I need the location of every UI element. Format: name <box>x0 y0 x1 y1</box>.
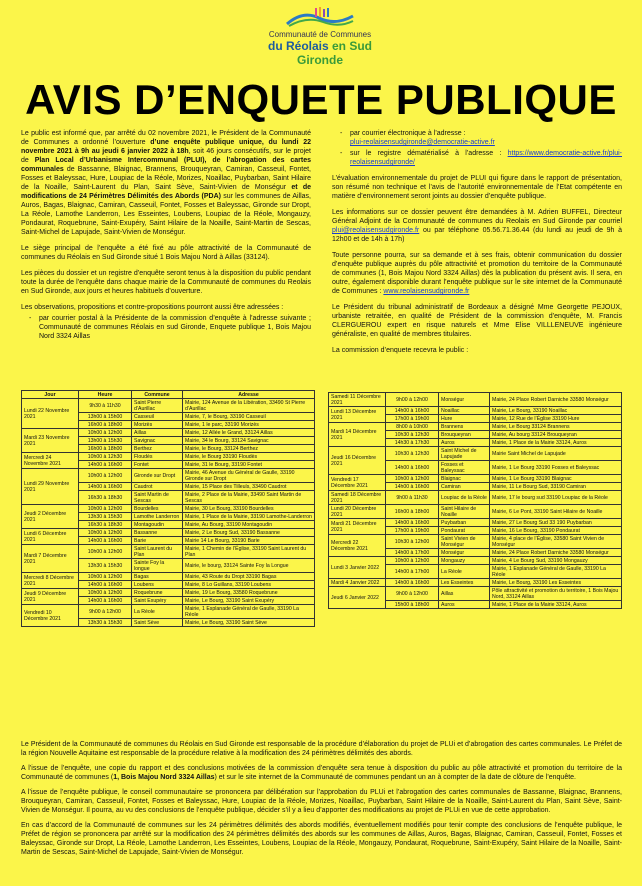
address-cell: Mairie, 1 Esplanade Général de Gaulle, 33190 La Réole <box>183 605 315 619</box>
address-cell: Mairie, 34 le Bourg, 33124 Savignac <box>183 437 315 445</box>
commune-cell: Hure <box>439 415 490 423</box>
time-cell: 14h00 à 16h00 <box>386 483 439 491</box>
commune-cell: Saint Hilaire de Noaille <box>439 505 490 519</box>
time-cell: 14h00 à 16h00 <box>386 407 439 415</box>
intro-a: Le public est informé que, par arrêté du 02 novembre 2021, le Président de la Communauté de Communes a ordonné l’ouverture <box>21 130 311 146</box>
time-cell: 14h00 à 16h00 <box>79 461 132 469</box>
commune-cell: Bagas <box>132 573 183 581</box>
postal-item: - par courrier postal à la Présidente de la commission d’enquête à l’adresse suivante ; Communauté de communes Réolais en sud Gironde, Enquete publique 1, Bois Majou Nord 3324 Aillas <box>39 314 311 341</box>
time-cell: 14h30 à 17h30 <box>386 439 439 447</box>
address-cell: Mairie, 11 Le Bourg Sud, 33190 Camiran <box>490 483 622 491</box>
day-cell: Vendredi 17 Décembre 2021 <box>329 475 386 491</box>
address-cell: Mairie, 1 le parc, 33190 Morizès <box>183 421 315 429</box>
table-row <box>329 407 622 415</box>
commune-cell: Saint Pierre d’Aurillac <box>132 399 183 413</box>
time-cell: 17h00 à 19h00 <box>386 415 439 423</box>
address-cell: Mairie, 12 Allée le Grand, 33124 Aillas <box>183 429 315 437</box>
address-cell: Mairie, 2 Le Bourg Sud, 33190 Bassanne <box>183 529 315 537</box>
page-title: AVIS D’ENQUETE PUBLIQUE <box>25 76 617 123</box>
address-cell: Mairie, 4 Le Bourg Sud, 33190 Mongauzy <box>490 557 622 565</box>
reception-paragraph: La commission d’enquete recevra le public : <box>332 347 469 354</box>
commune-cell: Blaignac <box>439 475 490 483</box>
commune-cell: Casseuil <box>132 413 183 421</box>
address-cell: Mairie, 8 Lo Guillans, 33190 Loubens <box>183 581 315 589</box>
time-cell: 16h00 à 18h00 <box>79 445 132 453</box>
schedule-body-right <box>329 393 622 609</box>
table-row <box>329 587 622 601</box>
info-b: ou par téléphone 05.56.71.36.44 (du lundi au jeudi de 9h à 12h00 et de 14h à 17h) <box>332 227 622 243</box>
bottom-section <box>21 740 622 863</box>
commune-cell: Auros <box>439 601 490 609</box>
time-cell: 14h00 à 17h00 <box>386 565 439 579</box>
time-cell: 14h00 à 16h00 <box>386 519 439 527</box>
website-link[interactable]: www.reolaisensudgironde.fr <box>383 288 470 295</box>
address-cell: Mairie, Le Bourg, 33190 Saint Exupéry <box>183 597 315 605</box>
commune-cell: Morizès <box>132 421 183 429</box>
address-cell: Mairie, 1 Place de la Mairie 33124, Auros <box>490 601 622 609</box>
report-address: 1, Bois Majou Nord 3324 Aillas <box>113 774 215 781</box>
time-cell: 14h00 à 16h00 <box>79 581 132 589</box>
address-cell: Mairie, le bourg, 33124 Sainte Foy la Longue <box>183 559 315 573</box>
table-row <box>329 505 622 519</box>
address-cell: Mairie, Au bourg 33124 Brouqueyran <box>490 431 622 439</box>
table-row <box>22 605 315 619</box>
commune-cell: Auros <box>439 439 490 447</box>
address-cell: Mairie, 1 Le Bourg 33190 Fosses et Baleyssac <box>490 461 622 475</box>
table-row <box>329 579 622 587</box>
time-cell: 10h00 à 12h00 <box>79 505 132 513</box>
commune-cell: Berthez <box>132 445 183 453</box>
contact-list <box>21 314 311 341</box>
address-cell: Mairie, 12 Rue de l’Église 33190 Hure <box>490 415 622 423</box>
table-row <box>22 529 315 537</box>
time-cell: 14h00 à 17h00 <box>386 549 439 557</box>
table-row <box>22 589 315 597</box>
table-row <box>22 545 315 559</box>
time-cell: 10h00 à 12h00 <box>386 557 439 565</box>
commune-cell: Roquebrune <box>132 589 183 597</box>
siege-paragraph: Le siège principal de l’enquête a été fixé au pôle attractivité de la Communauté de communes du Réolais en Sud Gironde situé 1 Bois Majou Nord à Aillas (33124). <box>21 245 311 261</box>
address-cell: Mairie, 30 Le Bourg, 33190 Bourdelles <box>183 505 315 513</box>
info-paragraph <box>332 208 622 244</box>
time-cell: 10h00 à 12h00 <box>79 589 132 597</box>
address-cell: Pôle attractivité et promotion du territoire, 1 Bois Majou Nord, 33124 Aillas <box>490 587 622 601</box>
day-cell: Lundi 20 Décembre 2021 <box>329 505 386 519</box>
commune-cell: Camiran <box>439 483 490 491</box>
time-cell: 15h00 à 18h00 <box>386 601 439 609</box>
commune-cell: Monségur <box>439 549 490 557</box>
time-cell: 13h00 à 15h30 <box>79 437 132 445</box>
table-row <box>329 393 622 407</box>
day-cell: Jeudi 16 Décembre 2021 <box>329 447 386 475</box>
time-cell: 14h00 à 16h00 <box>79 483 132 491</box>
commune-cell: Saint Laurent du Plan <box>132 545 183 559</box>
time-cell: 9h00 à 12h00 <box>79 605 132 619</box>
registry-item <box>350 149 622 167</box>
time-cell: 14h00 à 16h00 <box>386 579 439 587</box>
time-cell: 13h30 à 15h30 <box>79 513 132 521</box>
address-cell: Mairie, 124 Avenue de la Libération, 33490 St Pierre d’Aurillac <box>183 399 315 413</box>
address-cell: Mairie, 6 Le Pont, 33190 Saint Hilaire de Noaille <box>490 505 622 519</box>
commune-cell: Puybarban <box>439 519 490 527</box>
commune-cell: Aillas <box>132 429 183 437</box>
address-cell: Mairie, Au Bourg, 33190 Montagoudin <box>183 521 315 529</box>
logo-line1: Communauté de Communes <box>268 30 372 39</box>
time-cell: 13h00 à 15h00 <box>79 413 132 421</box>
right-column <box>332 129 622 362</box>
report-a: A l’issue de l’enquête, une copie du rapport et des conclusions motivées de la commission d’enquête sera tenue à disposition du public au pôle attractivité et promotion du territoire de la Communauté de communes ( <box>21 765 622 781</box>
left-column <box>21 129 311 343</box>
email-item <box>350 129 622 147</box>
time-cell: 9h00 à 11h30 <box>386 491 439 505</box>
dossier-paragraph: Les pièces du dossier et un registre d’enquête seront tenus à la disposition du public pendant toute la durée de l’enquête dans chaque mairie de la Communauté de communes du Reolais en Sud Gironde, aux jours et heures habituels d’ouverture. <box>21 270 311 295</box>
day-cell: Samedi 18 Décembre 2021 <box>329 491 386 505</box>
time-cell: 17h00 à 19h00 <box>386 527 439 535</box>
table-row <box>22 399 315 413</box>
intro-pda: et de modifications de 24 Périmètres Délimités des Abords (PDA) <box>21 184 312 200</box>
info-email-link[interactable]: plui@reolaisensudgironde.fr <box>332 227 420 234</box>
address-cell: Mairie, le Bourg 33190 Floudès <box>183 453 315 461</box>
address-cell: Mairie, Le Bourg, 33190 Les Esseintes <box>490 579 622 587</box>
table-row <box>329 423 622 431</box>
day-cell: Jeudi 2 Décembre 2021 <box>22 505 79 529</box>
header-day: Jour <box>22 391 79 399</box>
table-row <box>329 447 622 461</box>
logo <box>245 6 395 68</box>
header-time: Heure <box>79 391 132 399</box>
table-row <box>22 469 315 483</box>
address-cell: Mairie, 1 Chemin de l’Église, 33190 Saint Laurent du Plan <box>183 545 315 559</box>
time-cell: 9h00 à 12h00 <box>386 587 439 601</box>
address-cell: Mairie, 46 Avenue du Général de Gaulle, 33190 Gironde sur Dropt <box>183 469 315 483</box>
commune-cell: Loupiac de la Réole <box>439 491 490 505</box>
time-cell: 10h00 à 12h00 <box>79 529 132 537</box>
table-row <box>329 557 622 565</box>
table-row <box>329 475 622 483</box>
table-row <box>329 519 622 527</box>
day-cell: Lundi 13 Décembre 2021 <box>329 407 386 423</box>
time-cell: 10h00 à 12h00 <box>79 469 132 483</box>
registry-link[interactable]: https://www.democratie-active.fr/plui-reolaisensudgironde/ <box>350 150 622 166</box>
day-cell: Mercredi 22 Décembre 2021 <box>329 535 386 557</box>
commune-cell: Pondaurat <box>439 527 490 535</box>
address-cell: Mairie, Le Bourg, 33190 Saint Sève <box>183 619 315 627</box>
commune-cell: Fosses et Baleyssac <box>439 461 490 475</box>
day-cell: Mardi 23 Novembre 2021 <box>22 429 79 453</box>
address-cell: Mairie, le Bourg, 33124 Berthez <box>183 445 315 453</box>
day-cell: Mardi 14 Décembre 2021 <box>329 423 386 447</box>
time-cell: 13h30 à 15h30 <box>79 559 132 573</box>
table-row <box>329 491 622 505</box>
email-label: par courrier électronique à l’adresse : <box>350 130 466 137</box>
address-cell: Mairie, 43 Route du Dropt 33190 Bagas <box>183 573 315 581</box>
commune-cell: Savignac <box>132 437 183 445</box>
time-cell: 8h00 à 10h00 <box>386 423 439 431</box>
day-cell: Samedi 11 Décembre 2021 <box>329 393 386 407</box>
address-cell: Mairie, 1 Le Bourg 33190 Blaignac <box>490 475 622 483</box>
schedule-table-right <box>328 392 622 609</box>
address-cell: Mairie, 2 Place de la Mairie, 33490 Saint Martin de Sescas <box>183 491 315 505</box>
time-cell: 13h30 à 15h30 <box>79 619 132 627</box>
commune-cell: La Réole <box>132 605 183 619</box>
approval-paragraph: A l’issue de l’enquête publique, le conseil communautaire se prononcera par délibération sur l’approbation du PLUi et l’abrogation des cartes communales de Bassanne, Blaignac, Brannens, Brouqueyran, Camiran, Casseuil, Fontet, Fosses et Baleyssac, Hure, Loupiac de la Réole, Morizes, Noaillac, Puybarban, Saint Hilaire de la Noaille, Saint-Laurent du Plan, Saint Sève, Saint-Vivien de Monségur. Il pourra, au vu des conclusions de l’enquête publique, décider s’il y a lieu d’apporter des modifications au projet de PLUi en vue de cette approbation. <box>21 789 622 814</box>
address-cell: Mairie, 1 Esplanade Général de Gaulle, 33190 La Réole <box>490 565 622 579</box>
commune-cell: Saint Vivien de Monségur <box>439 535 490 549</box>
commune-cell: Saint Martin de Sescas <box>132 491 183 505</box>
header-address: Adresse <box>183 391 315 399</box>
time-cell: 9h30 à 11h30 <box>79 399 132 413</box>
time-cell: 9h00 à 12h00 <box>386 393 439 407</box>
intro-g: sur les communes de Aillas, Auros, Bagas, Blaignac, Camiran, Casseuil, Fontet, Fosses et Baleyssac, Gironde sur Dropt, La Réole, Lamothe Landerron, Les Esseintes, Loubens, Loupiac de la Réole, Mongauzy, Pondaurat, Roquebrune, Saint-Exupéry, Saint Hilaire de la Noaille, Saint-Martin de Sescas, Saint-Michel de Lapujade, Saint-Vivien de Monségur. <box>21 193 312 236</box>
time-cell: 16h30 à 18h30 <box>79 521 132 529</box>
commune-cell: Noaillac <box>439 407 490 415</box>
report-c: ) et sur le site internet de la Communauté de communes pendant un an à compter de la date de clôture de l’enquête. <box>214 774 576 781</box>
commune-cell: Bassanne <box>132 529 183 537</box>
day-cell: Lundi 6 Décembre 2021 <box>22 529 79 545</box>
day-cell: Mercredi 24 Novembre 2021 <box>22 453 79 469</box>
time-cell: 14h00 à 16h00 <box>386 461 439 475</box>
time-cell: 10h30 à 12h30 <box>386 447 439 461</box>
day-cell: Mardi 21 Décembre 2021 <box>329 519 386 535</box>
header-commune: Commune <box>132 391 183 399</box>
day-cell: Vendredi 10 Décembre 2021 <box>22 605 79 627</box>
commune-cell: Brannens <box>439 423 490 431</box>
logo-line2-b: en Sud Gironde <box>296 39 373 67</box>
commune-cell: Barie <box>132 537 183 545</box>
day-cell: Mardi 7 Décembre 2021 <box>22 545 79 573</box>
commune-cell: Fontet <box>132 461 183 469</box>
commune-cell: La Réole <box>439 565 490 579</box>
logo-line2 <box>245 39 395 67</box>
intro-dates: d’une enquête publique unique, du lundi 22 novembre 2021 à 9h au jeudi 6 janvier 2022 à 18h <box>21 139 311 155</box>
commune-cell: Saint Exupéry <box>132 597 183 605</box>
email-link[interactable]: plui-reolaisensudgironde@democratie-active.fr <box>350 139 495 146</box>
time-cell: 10h00 à 12h00 <box>79 545 132 559</box>
communication-paragraph <box>332 251 622 296</box>
intro-plui: Plan Local d’Urbanisme Intercommunal (PLUI), de l’abrogation des cartes communales <box>21 157 311 173</box>
commune-cell: Les Esseintes <box>439 579 490 587</box>
commune-cell: Montagoudin <box>132 521 183 529</box>
commission-paragraph: Le Président du tribunal administratif de Bordeaux a désigné Mme Georgette PEJOUX, urbaniste retraitée, en qualité de Président de la commission d’enquête, M. Francis CLERGUEROU expert en risque naturels et Mme Elise VILLLENEUVE ingénieure généraliste, en qualité de membres titulaires. <box>332 304 622 338</box>
day-cell: Mardi 4 Janvier 2022 <box>329 579 386 587</box>
time-cell: 10h00 à 12h30 <box>79 453 132 461</box>
address-cell: Mairie, 24 Place Robert Darniche 33580 Monségur <box>490 549 622 557</box>
time-cell: 10h30 à 12h00 <box>386 535 439 549</box>
contact-list-continued <box>332 129 622 167</box>
day-cell: Lundi 22 Novembre 2021 <box>22 399 79 429</box>
address-cell: Mairie, 7, le Bourg, 33190 Casseuil <box>183 413 315 421</box>
logo-line2-a: du Réolais <box>267 39 329 53</box>
time-cell: 16h30 à 18h30 <box>79 491 132 505</box>
commune-cell: Aillas <box>439 587 490 601</box>
table-row <box>22 573 315 581</box>
observations-paragraph: Les observations, propositions et contre-propositions pourront aussi être adressées : <box>21 304 284 311</box>
day-cell: Mercredi 8 Décembre 2021 <box>22 573 79 589</box>
commune-cell: Bourdelles <box>132 505 183 513</box>
table-row <box>22 429 315 437</box>
evaluation-paragraph: L’évaluation environnementale du projet de PLUI qui figure dans le rapport de présentation, son résumé non technique et l’avis de l’autorité environnementale de l’Etat compétente en matière d’environnement seront joints au dossier d’enquête publique. <box>332 175 622 200</box>
commune-cell: Floudès <box>132 453 183 461</box>
address-cell: Mairie, 27 Le Bourg Sud 33 190 Puybarban <box>490 519 622 527</box>
registry-label: sur le registre dématérialisé à l’adresse : <box>350 150 508 157</box>
table-row <box>329 535 622 549</box>
address-cell: Mairie Saint Michel de Lapujade <box>490 447 622 461</box>
address-cell: Mairie, 16 Le Bourg, 33190 Pondaurat <box>490 527 622 535</box>
time-cell: 10h00 à 12h00 <box>79 573 132 581</box>
time-cell: 10h00 à 12h00 <box>79 429 132 437</box>
table-row <box>22 453 315 461</box>
time-cell: 14h00 à 16h00 <box>79 597 132 605</box>
schedule-body-left <box>22 399 315 627</box>
time-cell: 14h00 à 16h00 <box>79 537 132 545</box>
address-cell: Mairie, Le Bourg 33124 Brannens <box>490 423 622 431</box>
day-cell: Lundi 3 Janvier 2022 <box>329 557 386 579</box>
commune-cell: Sainte Foy la longue <box>132 559 183 573</box>
commune-cell: Gironde sur Dropt <box>132 469 183 483</box>
address-cell: Mairie, 4 place de l’Église, 33580 Saint Vivien de Monségur <box>490 535 622 549</box>
address-cell: Mairie, 17 le bourg sud 33190 Loupiac de la Réole <box>490 491 622 505</box>
table-row <box>22 505 315 513</box>
time-cell: 10h30 à 12h30 <box>386 431 439 439</box>
time-cell: 16h00 à 18h00 <box>386 505 439 519</box>
time-cell: 10h00 à 12h00 <box>386 475 439 483</box>
commune-cell: Loubens <box>132 581 183 589</box>
commune-cell: Saint Sève <box>132 619 183 627</box>
day-cell: Lundi 29 Novembre 2021 <box>22 469 79 505</box>
info-a: Les informations sur ce dossier peuvent être demandées à M. Adrien BUFFEL, Directeur Général Adjoint de la Communauté de communes du Reolais en Sud Gironde par courriel <box>332 209 622 225</box>
time-cell: 16h00 à 18h00 <box>79 421 132 429</box>
report-paragraph <box>21 764 622 782</box>
commune-cell: Saint Michel de Lapujade <box>439 447 490 461</box>
day-cell: Jeudi 6 Janvier 2022 <box>329 587 386 609</box>
communication-a: Toute personne pourra, sur sa demande et à ses frais, obtenir communication du dossier d’enquête publique auprès du pôle attractivité et promotion du territoire de la Communauté de communes (1, Bois Majou Nord 3324 Aillas) dès la publication du présent avis. Il sera, en outre, également disponible durant l’enquête publique sur le site internet de la Communauté de Communes : <box>332 252 622 295</box>
schedule-table-left <box>21 390 315 627</box>
address-cell: Mairie, 1 Place de la Mairie 33124, Auros <box>490 439 622 447</box>
address-cell: Mairie, Le Bourg, 33190 Noaillac <box>490 407 622 415</box>
address-cell: Mairie, 31 le Bourg, 33190 Fontet <box>183 461 315 469</box>
address-cell: Mairie, 24 Place Robert Darniche 33580 Monségur <box>490 393 622 407</box>
commune-cell: Brouqueyran <box>439 431 490 439</box>
commune-cell: Mongauzy <box>439 557 490 565</box>
address-cell: Mairie 14 Le Bourg, 33190 Barie <box>183 537 315 545</box>
prefet-paragraph: En cas d’accord de la Communauté de communes sur les 24 périmètres délimités des abords modifiés, éventuellement modifiés pour tenir compte des conclusions de l’enquête publique, le Préfet de région se prononcera par arrêté sur la modification des 24 périmètres délimités des abords sur les communes de Aillas, Auros, Bagas, Blaignac, Camiran, Casseuil, Fontet, Fosses et Baleyssac, Gironde sur Dropt, La Réole, Lamothe Landerron, Les Esseintes, Loubens, Loupiac de la Réole, Mongauzy, Pondaurat, Roquebrune, Saint-Exupéry, Saint Hilaire de la Noaille, Saint-Martin de Sescas, Saint-Michel de Lapujade, Saint-Vivien de Monségur. <box>21 822 622 856</box>
intro-e: de Bassanne, Blaignac, Brannens, Brouqueyran, Camiran, Casseuil, Fontet, Fosses et Baleyssac, Hure, Loupiac de la Réole, Morizes, Noaillac, Puybarban, Saint Hilaire de la Noaille, Saint-Laurent du Plan, Saint Sève, Saint-Vivien de Monségur <box>21 166 311 191</box>
address-cell: Mairie, 15 Place des Tilleuls, 33490 Caudrot <box>183 483 315 491</box>
logo-graphic <box>285 6 355 28</box>
intro-paragraph <box>21 129 311 237</box>
commune-cell: Lamothe Landerron <box>132 513 183 521</box>
intro-c: , soit 46 jours consécutifs, sur le projet de <box>21 148 311 164</box>
address-cell: Mairie, 19 Le Bourg, 33580 Roquebrune <box>183 589 315 597</box>
responsibility-paragraph: Le Président de la Communauté de communes du Réolais en Sud Gironde est responsable de la procédure d’élaboration du projet de PLUi et d’abrogation des cartes communales. Le Préfet de la région Nouvelle Aquitaine est responsable de la procédure relative à la modification des 24 périmètres délimités des abords. <box>21 741 622 757</box>
commune-cell: Monségur <box>439 393 490 407</box>
commune-cell: Caudrot <box>132 483 183 491</box>
day-cell: Jeudi 9 Décembre 2021 <box>22 589 79 605</box>
address-cell: Mairie, 1 Place de la Mairie, 33190 Lamothe-Landerron <box>183 513 315 521</box>
